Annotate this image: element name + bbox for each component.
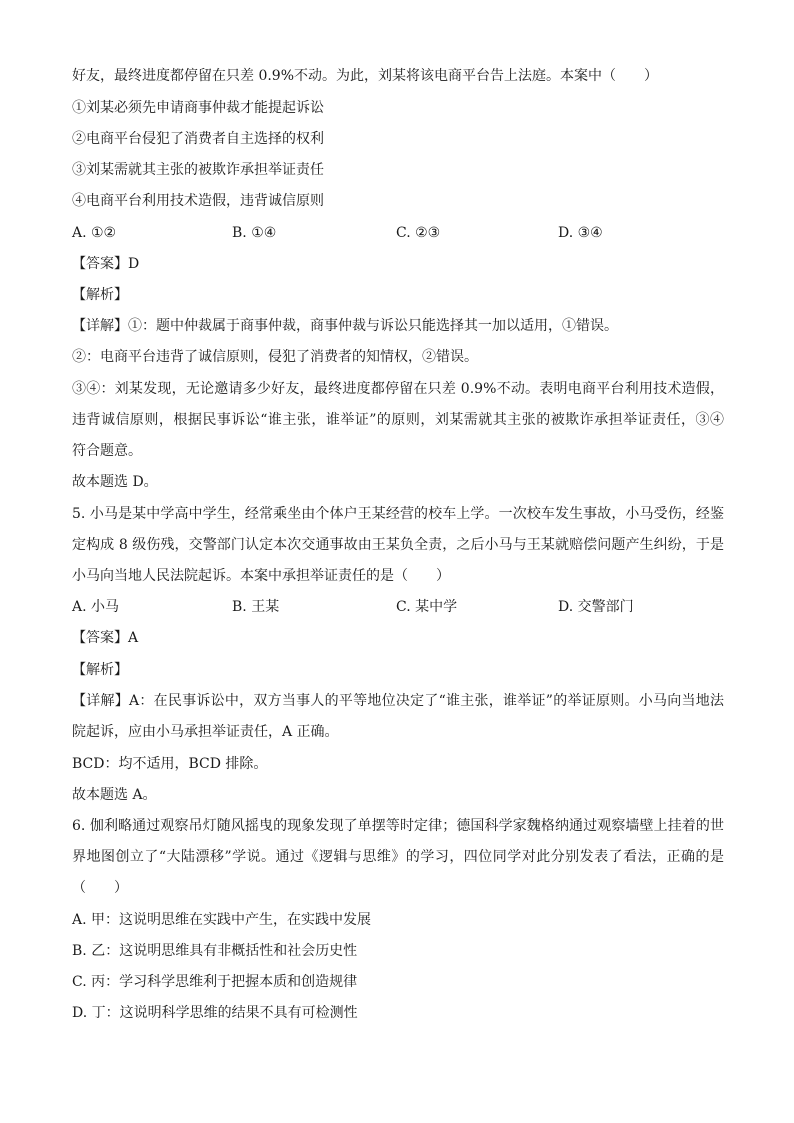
q4-option-b: B. ①④: [232, 225, 277, 241]
q4-detail-3: ③④：刘某发现，无论邀请多少好友，最终进度都停留在只差 0.9%不动。表明电商平台利用技术造假，: [72, 381, 724, 397]
q6-option-b: B. 乙：这说明思维具有非概括性和社会历史性: [72, 943, 358, 959]
q6-stem-2: 界地图创立了“大陆漂移”学说。通过《逻辑与思维》的学习，四位同学对此分别发表了看法，正确的是: [72, 849, 724, 865]
q4-option-a: A. ①②: [72, 225, 117, 241]
q4-statement-1: ①刘某必须先申请商事仲裁才能提起诉讼: [72, 100, 324, 116]
q5-conclusion: 故本题选 A。: [72, 787, 157, 803]
q5-answer: 【答案】A: [72, 630, 139, 646]
q5-stem-2: 定构成 8 级伤残，交警部门认定本次交通事故由王某负全责，之后小马与王某就赔偿问题产生纠纷，于是: [72, 537, 724, 553]
q4-statement-4: ④电商平台利用技术造假，违背诚信原则: [72, 193, 324, 209]
q6-option-a: A. 甲：这说明思维在实践中产生，在实践中发展: [72, 912, 372, 928]
q5-option-c: C. 某中学: [396, 599, 458, 615]
q5-detail-2: 院起诉，应由小马承担举证责任，A 正确。: [72, 724, 339, 740]
q5-stem-1: 5. 小马是某中学高中学生，经常乘坐由个体户王某经营的校车上学。一次校车发生事故，小马受伤，经鉴: [72, 506, 724, 522]
q4-detail-4: 违背诚信原则，根据民事诉讼“谁主张，谁举证”的原则，刘某需就其主张的被欺诈承担举证责任，③④: [72, 412, 724, 428]
q5-option-d: D. 交警部门: [558, 599, 634, 615]
q4-stem-end: 好友，最终进度都停留在只差 0.9%不动。为此，刘某将该电商平台告上法庭。本案中（ ）: [72, 68, 659, 84]
q5-option-b: B. 王某: [232, 599, 280, 615]
q4-detail-5: 符合题意。: [72, 443, 142, 459]
q4-statement-3: ③刘某需就其主张的被欺诈承担举证责任: [72, 162, 324, 178]
q4-analysis-label: 【解析】: [72, 287, 128, 303]
q6-option-d: D. 丁：这说明科学思维的结果不具有可检测性: [72, 1005, 358, 1021]
q4-detail-2: ②：电商平台违背了诚信原则，侵犯了消费者的知情权，②错误。: [72, 349, 478, 365]
q6-option-c: C. 丙：学习科学思维利于把握本质和创造规律: [72, 974, 358, 990]
q5-stem-3: 小马向当地人民法院起诉。本案中承担举证责任的是（ ）: [72, 568, 450, 584]
q5-option-a: A. 小马: [72, 599, 120, 615]
q4-conclusion: 故本题选 D。: [72, 474, 158, 490]
q5-analysis-label: 【解析】: [72, 662, 128, 678]
q4-statement-2: ②电商平台侵犯了消费者自主选择的权利: [72, 131, 324, 147]
q5-detail-3: BCD：均不适用，BCD 排除。: [72, 756, 268, 772]
q4-detail-1: 【详解】①：题中仲裁属于商事仲裁，商事仲裁与诉讼只能选择其一加以适用，①错误。: [72, 318, 618, 334]
q4-answer: 【答案】D: [72, 256, 140, 272]
q4-option-c: C. ②③: [396, 225, 441, 241]
q6-stem-1: 6. 伽利略通过观察吊灯随风摇曳的现象发现了单摆等时定律；德国科学家魏格纳通过观察墙壁上挂着的世: [72, 818, 724, 834]
q4-option-d: D. ③④: [558, 225, 603, 241]
q5-detail-1: 【详解】A：在民事诉讼中，双方当事人的平等地位决定了“谁主张，谁举证”的举证原则。小马向当地法: [72, 693, 724, 709]
q6-stem-3: （ ）: [72, 880, 128, 896]
